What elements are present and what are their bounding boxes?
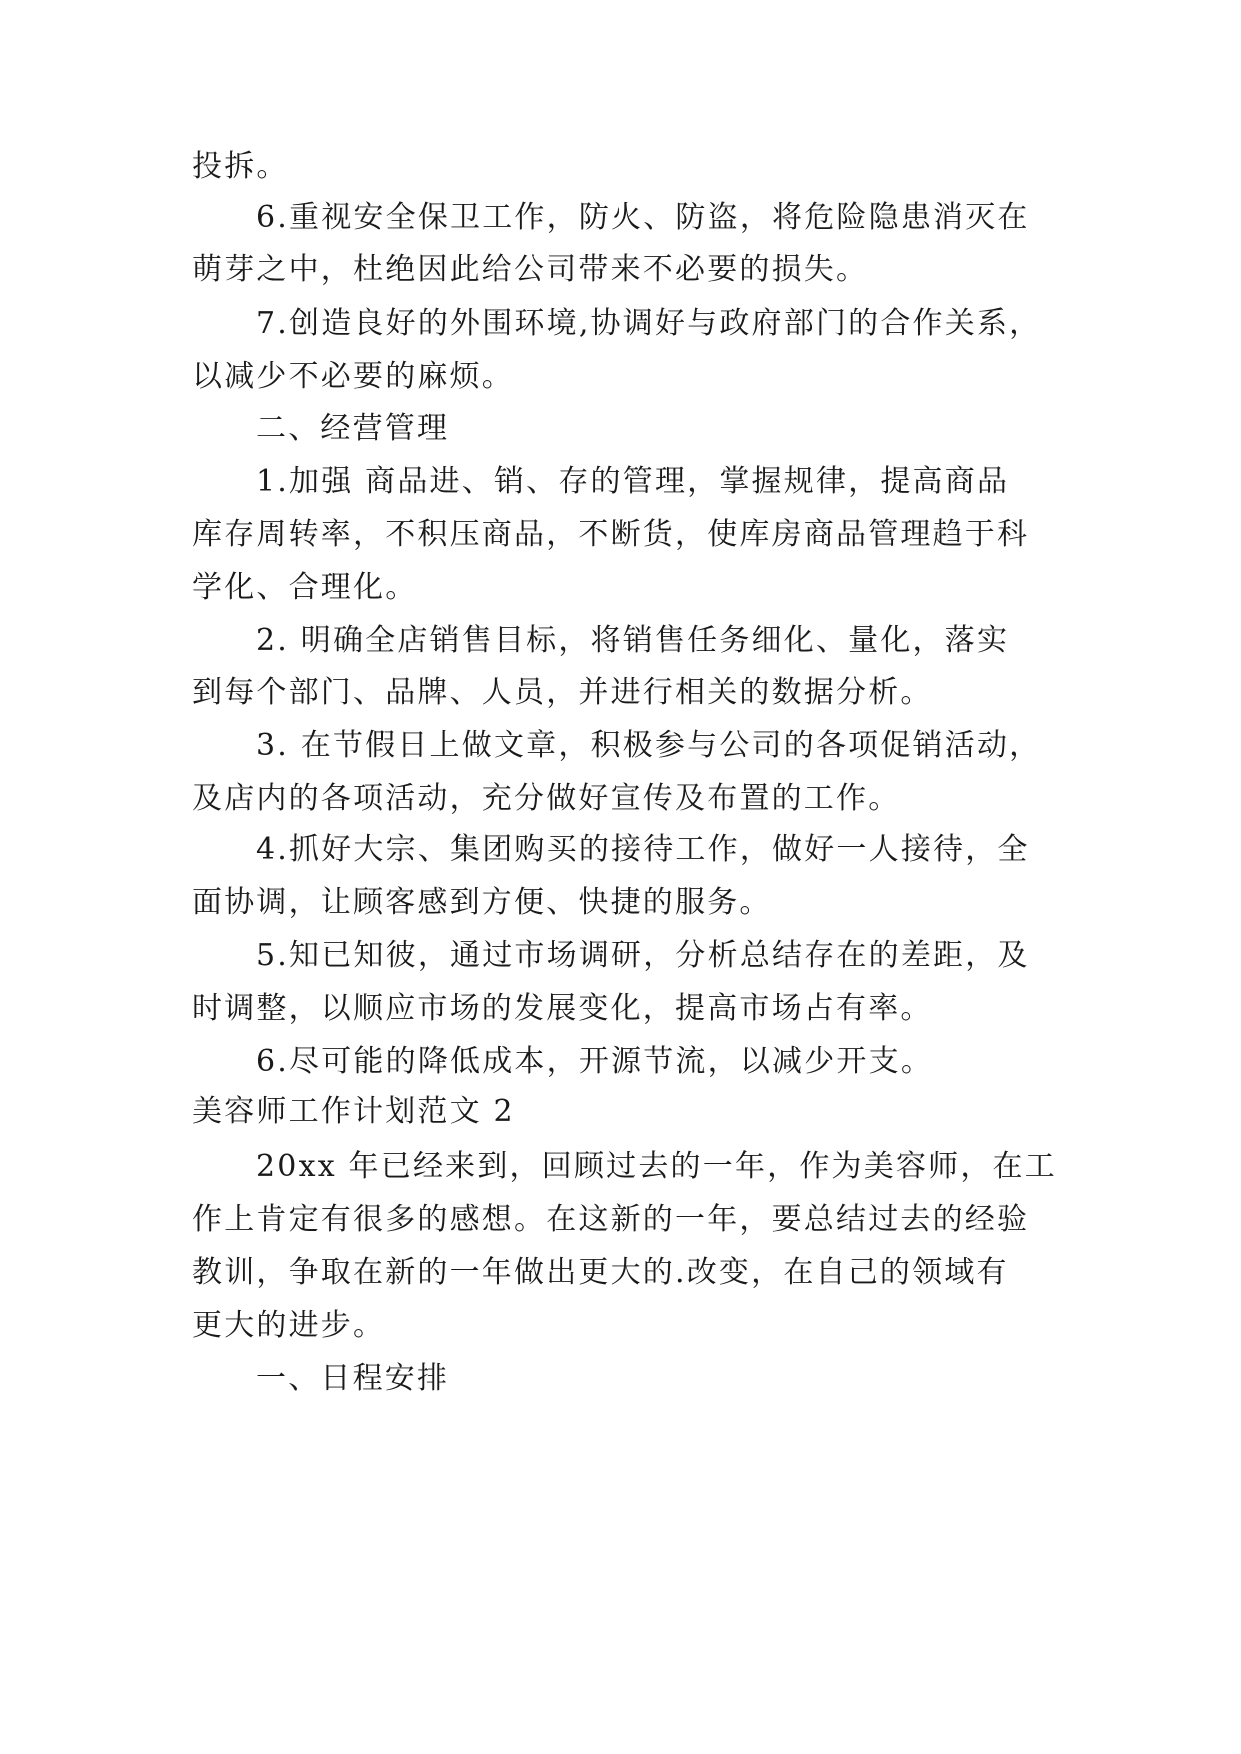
list-item-line: 学化、合理化。 <box>192 570 418 605</box>
paragraph-line: 投拆。 <box>192 149 289 184</box>
list-item-line: 5.知已知彼，通过市场调研，分析总结存在的差距，及 <box>256 938 1030 973</box>
article-title: 美容师工作计划范文 2 <box>192 1094 515 1129</box>
list-item-line: 3. 在节假日上做文章，积极参与公司的各项促销活动， <box>256 728 1042 763</box>
list-item-line: 6.重视安全保卫工作，防火、防盗，将危险隐患消灭在 <box>256 200 1030 235</box>
list-item-line: 萌芽之中，杜绝因此给公司带来不必要的损失。 <box>192 252 869 287</box>
list-item-line: 到每个部门、品牌、人员，并进行相关的数据分析。 <box>192 675 933 710</box>
list-item-line: 7.创造良好的外围环境,协调好与政府部门的合作关系， <box>256 306 1042 341</box>
paragraph-line: 20xx 年已经来到，回顾过去的一年，作为美容师，在工 <box>256 1149 1057 1184</box>
section-heading: 二、经营管理 <box>256 411 450 446</box>
list-item-line: 2. 明确全店销售目标，将销售任务细化、量化，落实 <box>256 623 1010 658</box>
list-item-line: 库存周转率，不积压商品，不断货，使库房商品管理趋于科 <box>192 517 1030 552</box>
paragraph-line: 教训，争取在新的一年做出更大的.改变，在自己的领域有 <box>192 1255 1009 1290</box>
list-item-line: 4.抓好大宗、集团购买的接待工作，做好一人接待，全 <box>256 832 1030 867</box>
list-item-line: 6.尽可能的降低成本，开源节流，以减少开支。 <box>256 1044 934 1079</box>
list-item-line: 1.加强 商品进、销、存的管理，掌握规律，提高商品 <box>256 464 1010 499</box>
paragraph-line: 更大的进步。 <box>192 1308 386 1343</box>
list-item-line: 以减少不必要的麻烦。 <box>192 359 514 394</box>
list-item-line: 及店内的各项活动，充分做好宣传及布置的工作。 <box>192 781 901 816</box>
list-item-line: 面协调，让顾客感到方便、快捷的服务。 <box>192 885 772 920</box>
paragraph-line: 作上肯定有很多的感想。在这新的一年，要总结过去的经验 <box>192 1202 1030 1237</box>
section-heading: 一、日程安排 <box>256 1361 450 1396</box>
list-item-line: 时调整，以顺应市场的发展变化，提高市场占有率。 <box>192 991 933 1026</box>
